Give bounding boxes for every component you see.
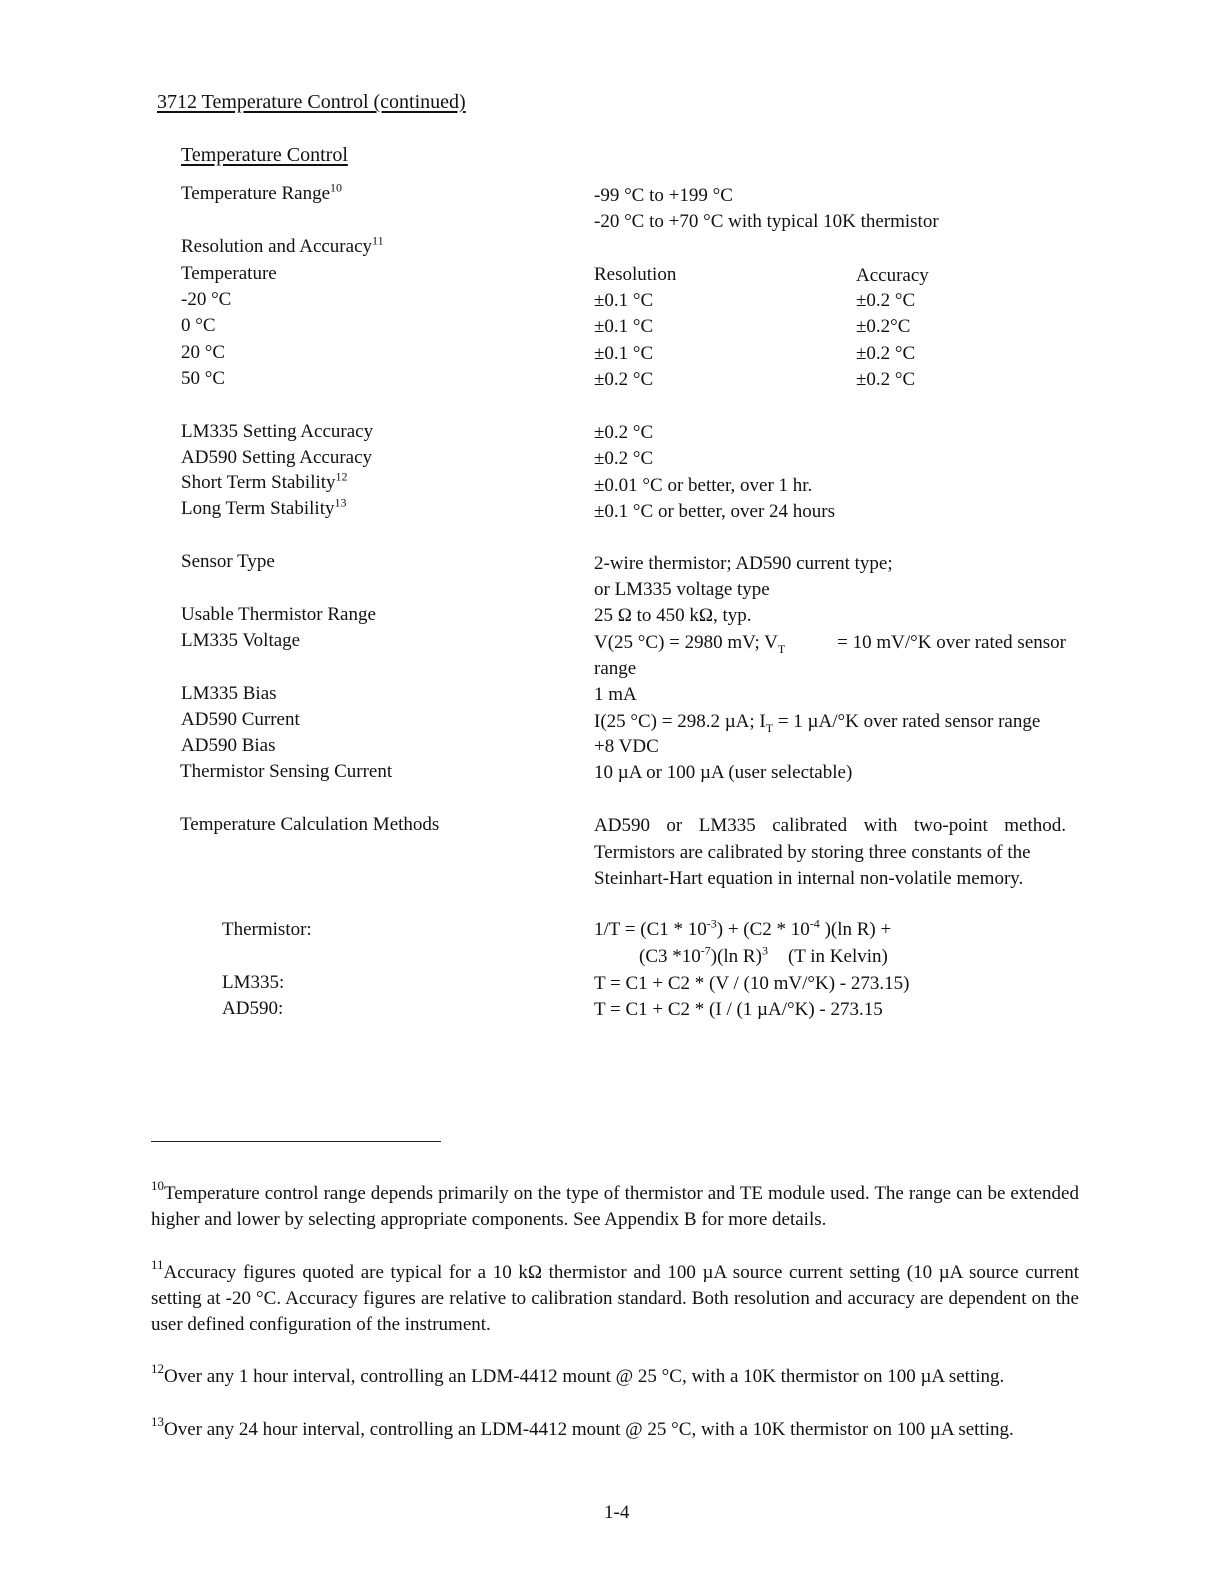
lm335-bias-value: 1 mA	[594, 684, 637, 705]
res-acc-row-res: ±0.1 °C	[594, 290, 654, 311]
footnote-ref-13: 13	[334, 495, 347, 510]
res-acc-row-temp: -20 °C	[181, 289, 232, 310]
res-acc-row-res: ±0.1 °C	[594, 343, 654, 364]
sensor-type-label: Sensor Type	[181, 551, 275, 572]
thermistor-sensing-current-value: 10 µA or 100 µA (user selectable)	[594, 762, 853, 783]
ad590-formula: T = C1 + C2 * (I / (1 µA/°K) - 273.15	[594, 999, 883, 1020]
footnote-ref-11: 11	[372, 233, 384, 248]
res-acc-col-resolution: Resolution	[594, 264, 677, 285]
sensor-type-value-1: 2-wire thermistor; AD590 current type;	[594, 553, 893, 574]
thermistor-formula-cont: (C3 $*10^{-7})(\ln$ R)$^3$ (T in Kelvin)	[639, 943, 888, 967]
ad590-current-value: I(25 °C) = 298.2 µA; $I_T = 1$ µA/°K over rated sensor range	[594, 711, 1041, 735]
page-number: 1-4	[604, 1502, 630, 1523]
footnote-ref-10: 10	[330, 180, 343, 195]
thermistor-formula-label: Thermistor:	[222, 919, 312, 940]
temp-calc-line-3: Steinhart-Hart equation in internal non-volatile memory.	[594, 868, 1024, 889]
ad590-current-label: AD590 Current	[181, 709, 300, 730]
res-acc-row-res: ±0.1 °C	[594, 316, 654, 337]
ad590-bias-value: +8 VDC	[594, 736, 659, 757]
thermistor-sensing-current-label: Thermistor Sensing Current	[180, 761, 393, 782]
res-acc-row-acc: ±0.2 °C	[856, 369, 916, 390]
usable-thermistor-range-value: 25 Ω to 450 kΩ, typ.	[594, 605, 752, 626]
lm335-formula: T = C1 + C2 * (V / (10 mV/°K) - 273.15)	[594, 973, 910, 994]
res-acc-row-acc: ±0.2 °C	[856, 290, 916, 311]
res-acc-row-acc: ±0.2 °C	[856, 343, 916, 364]
res-acc-label: Resolution and Accuracy$^{11}$	[181, 233, 384, 257]
res-acc-row-acc: ±0.2°C	[856, 316, 911, 337]
res-acc-row-temp: 0 °C	[181, 315, 216, 336]
res-acc-col-accuracy: Accuracy	[856, 265, 929, 286]
section-title: Temperature Control	[181, 144, 348, 166]
lm335-setting-accuracy-value: ±0.2 °C	[594, 422, 654, 443]
temp-range-value-2: -20 °C to +70 °C with typical 10K thermistor	[594, 211, 939, 232]
res-acc-row-temp: 50 °C	[181, 368, 226, 389]
temp-range-label: Temperature Range$^{10}$	[181, 180, 343, 204]
footnote-13: $^{13}$Over any 24 hour interval, controlling an LDM-4412 mount @ 25 °C, with a 10K thermistor on 100 µA setting.	[151, 1414, 1014, 1440]
page-header: 3712 Temperature Control (continued)	[157, 91, 466, 113]
short-term-stability-value: ±0.01 °C or better, over 1 hr.	[594, 475, 813, 496]
res-acc-row-temp: 20 °C	[181, 342, 226, 363]
res-acc-row-res: ±0.2 °C	[594, 369, 654, 390]
footnote-ref-12: 12	[335, 469, 348, 484]
temp-range-value-1: -99 °C to +199 °C	[594, 185, 733, 206]
ad590-bias-label: AD590 Bias	[181, 735, 276, 756]
temp-calc-line-2: Termistors are calibrated by storing three constants of the	[594, 842, 1031, 863]
lm335-voltage-value: V(25 °C) = 2980 mV; V $_T$ = 10 mV/°K over rated sensor	[594, 632, 1066, 656]
lm335-setting-accuracy-label: LM335 Setting Accuracy	[181, 421, 374, 442]
thermistor-formula: $1/T = (C1 * 10^{-3}) + (C2 * 10^{-4}$ )(ln R) +	[594, 916, 892, 940]
ad590-setting-accuracy-label: AD590 Setting Accuracy	[181, 447, 373, 468]
lm335-voltage-value-cont: range	[594, 658, 637, 679]
ad590-setting-accuracy-value: ±0.2 °C	[594, 448, 654, 469]
footnote-separator	[151, 1141, 441, 1142]
short-term-stability-label: Short Term Stability$^{12}$	[181, 469, 348, 493]
lm335-formula-label: LM335:	[222, 972, 285, 993]
lm335-bias-label: LM335 Bias	[181, 683, 277, 704]
temp-calc-line-1: AD590 or LM335 calibrated with two-point method.	[594, 815, 1066, 836]
long-term-stability-value: ±0.1 °C or better, over 24 hours	[594, 501, 835, 522]
footnote-11: $^{11}$Accuracy figures quoted are typical for a 10 kΩ thermistor and 100 µA source current setting (10 µA source current setting at -20 °C. Accuracy figures are relative to calibration standard. Both resolution and accuracy are dependent on the user defined configuration of the instrument.	[151, 1257, 1079, 1335]
long-term-stability-label: Long Term Stability$^{13}$	[181, 495, 347, 519]
footnote-12: $^{12}$Over any 1 hour interval, controlling an LDM-4412 mount @ 25 °C, with a 10K thermistor on 100 µA setting.	[151, 1361, 1005, 1387]
lm335-voltage-label: LM335 Voltage	[181, 630, 301, 651]
res-acc-col-temperature: Temperature	[181, 263, 277, 284]
temp-calc-methods-label: Temperature Calculation Methods	[180, 814, 440, 835]
usable-thermistor-range-label: Usable Thermistor Range	[181, 604, 376, 625]
ad590-formula-label: AD590:	[222, 998, 284, 1019]
sensor-type-value-2: or LM335 voltage type	[594, 579, 770, 600]
footnote-10: $^{10}$Temperature control range depends primarily on the type of thermistor and TE module used. The range can be extended higher and lower by selecting appropriate components. See Appendix B for more details.	[151, 1178, 1079, 1230]
